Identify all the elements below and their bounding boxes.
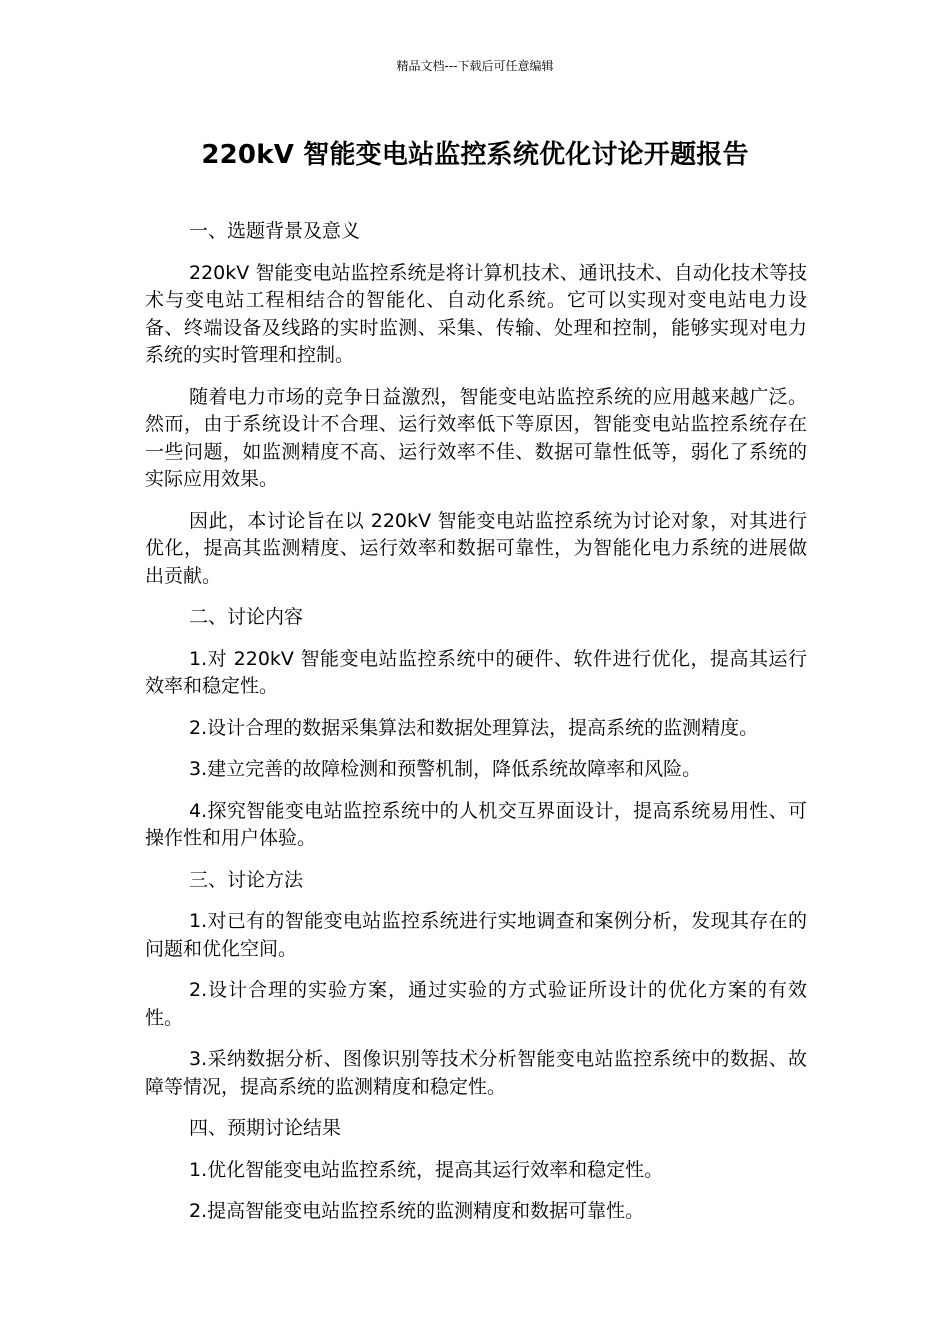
list-item: 3.建立完善的故障检测和预警机制，降低系统故障率和风险。: [189, 758, 702, 780]
section-heading-background: 一、选题背景及意义: [189, 220, 361, 242]
list-item: 2.设计合理的实验方案，通过实验的方式验证所设计的优化方案的有效性。: [145, 979, 807, 1029]
list-item: 1.对 220kV 智能变电站监控系统中的硬件、软件进行优化，提高其运行效率和稳定性。: [145, 647, 807, 697]
paragraph: 220kV 智能变电站监控系统是将计算机技术、通讯技术、自动化技术等技术与变电站工程相结合的智能化、自动化系统。它可以实现对变电站电力设备、终端设备及线路的实时监测、采集、传输、处理和控制，能够实现对电力系统的实时管理和控制。: [145, 261, 807, 366]
list-item: 1.对已有的智能变电站监控系统进行实地调查和案例分析，发现其存在的问题和优化空间。: [145, 910, 807, 960]
list-item: 4.探究智能变电站监控系统中的人机交互界面设计，提高系统易用性、可操作性和用户体验。: [145, 799, 807, 849]
list-item: 2.提高智能变电站监控系统的监测精度和数据可靠性。: [189, 1200, 645, 1222]
header-note: 精品文档---下载后可任意编辑: [396, 59, 554, 73]
section-heading-method: 三、讨论方法: [189, 868, 304, 891]
list-item: 2.设计合理的数据采集算法和数据处理算法，提高系统的监测精度。: [189, 716, 759, 739]
paragraph: 随着电力市场的竞争日益激烈，智能变电站监控系统的应用越来越广泛。然而，由于系统设计不合理、运行效率低下等原因，智能变电站监控系统存在一些问题，如监测精度不高、运行效率不佳、数据可靠性低等，弱化了系统的实际应用效果。: [145, 385, 807, 490]
paragraph: 因此，本讨论旨在以 220kV 智能变电站监控系统为讨论对象，对其进行优化，提高其监测精度、运行效率和数据可靠性，为智能化电力系统的进展做出贡献。: [145, 509, 807, 587]
section-heading-expected-results: 四、预期讨论结果: [189, 1117, 342, 1139]
document-body: [145, 218, 807, 1240]
document-title: 220kV 智能变电站监控系统优化讨论开题报告: [201, 140, 749, 170]
list-item: 1.优化智能变电站监控系统，提高其运行效率和稳定性。: [189, 1158, 664, 1181]
list-item: 3.采纳数据分析、图像识别等技术分析智能变电站监控系统中的数据、故障等情况，提高系统的监测精度和稳定性。: [145, 1048, 807, 1098]
section-heading-content: 二、讨论内容: [189, 606, 304, 628]
